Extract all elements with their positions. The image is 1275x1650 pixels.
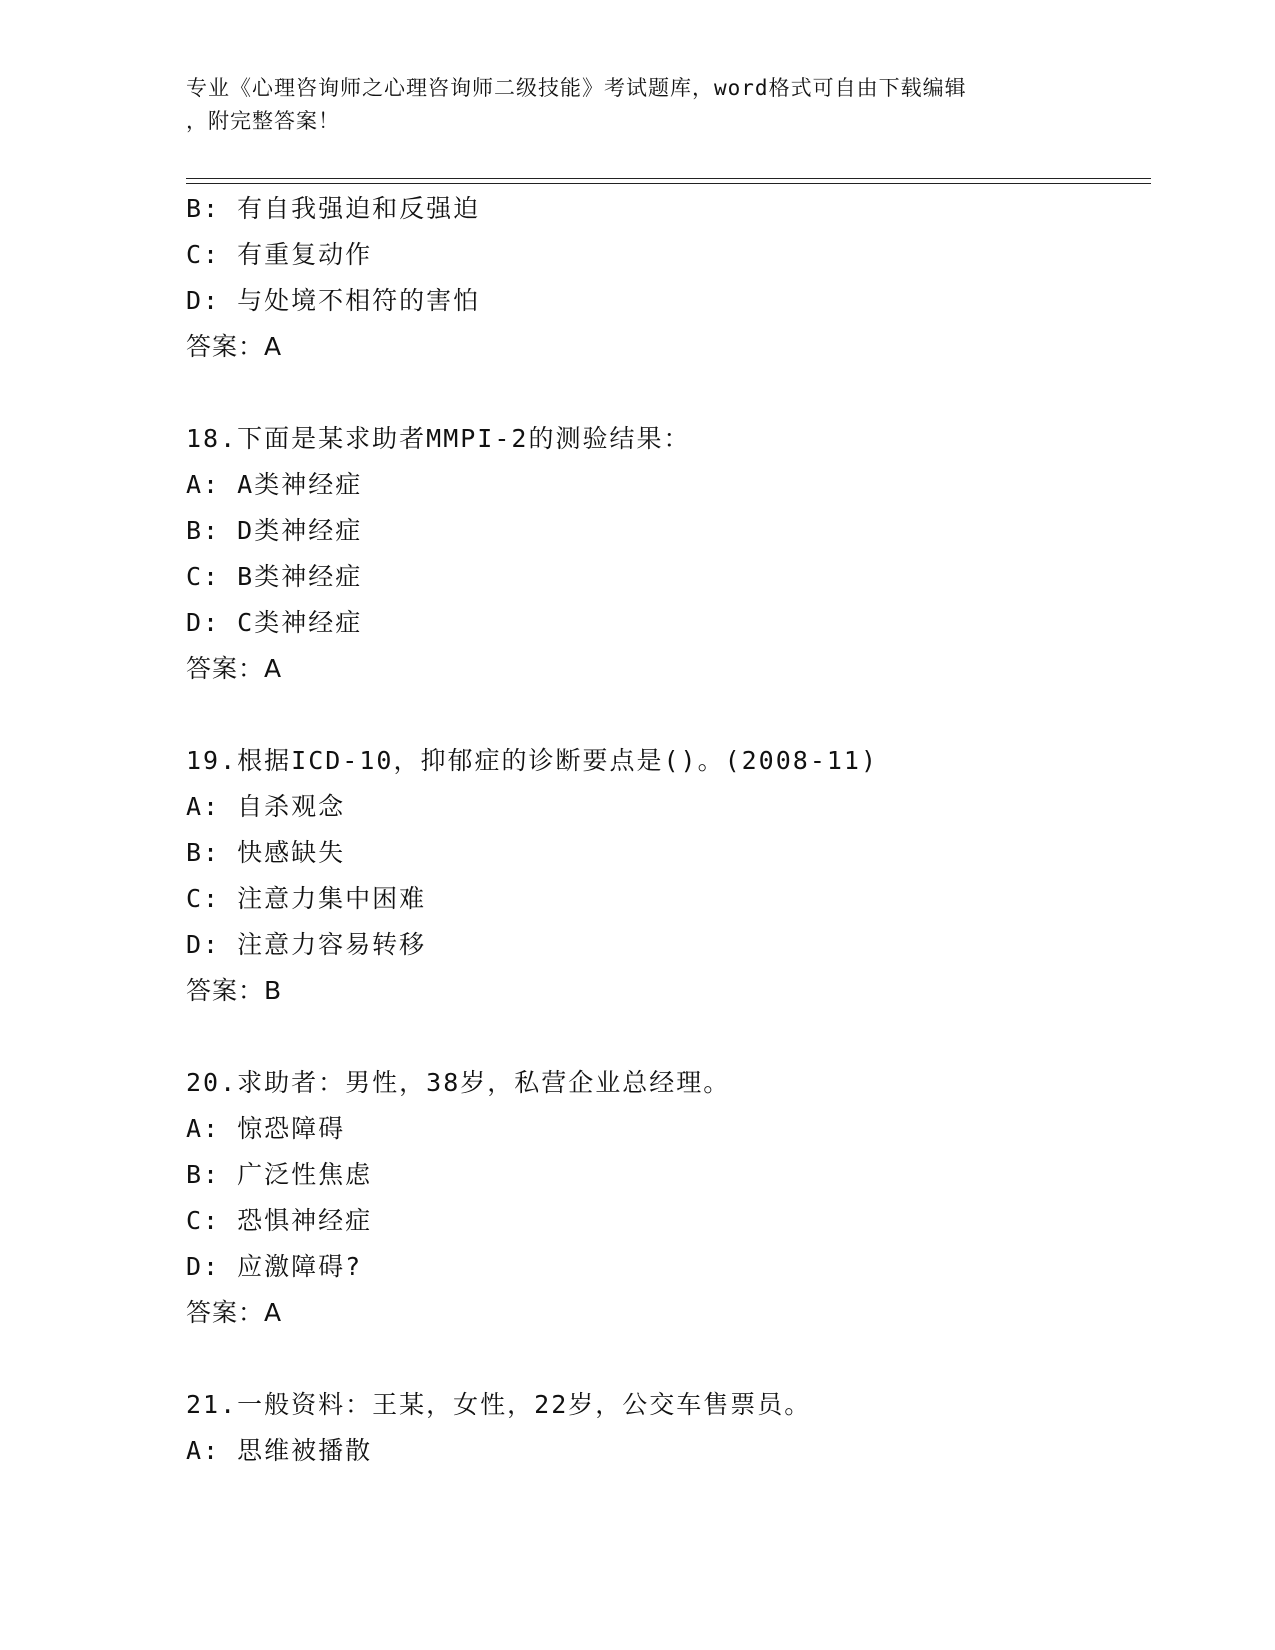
option-d: D: 注意力容易转移 [186,930,427,959]
spacer [186,692,1146,738]
header-divider-top [186,178,1151,179]
question-19 [186,738,1146,1014]
option-b: B: 广泛性焦虑 [186,1160,373,1189]
spacer [186,370,1146,416]
question-17-carryover [186,186,1146,370]
question-20 [186,1060,1146,1336]
header-divider-bottom [186,183,1151,184]
spacer [186,1336,1146,1382]
question-stem: 19.根据ICD-10，抑郁症的诊断要点是()。(2008-11) [186,746,879,775]
option-c: C: 有重复动作 [186,240,373,269]
question-18 [186,416,1146,692]
option-b: B: 快感缺失 [186,838,346,867]
question-stem: 20.求助者：男性，38岁，私营企业总经理。 [186,1068,731,1097]
option-c: C: B类神经症 [186,562,363,591]
spacer [186,1014,1146,1060]
option-a: A: A类神经症 [186,470,363,499]
option-b: B: 有自我强迫和反强迫 [186,194,481,223]
question-21 [186,1382,1146,1474]
document-header [186,72,1086,138]
header-line-2: ，附完整答案！ [186,109,340,133]
option-c: C: 注意力集中困难 [186,884,427,913]
option-d: D: 与处境不相符的害怕 [186,286,481,315]
answer-line: 答案：A [186,1298,283,1327]
option-a: A: 惊恐障碍 [186,1114,346,1143]
question-stem: 21.一般资料：王某，女性，22岁，公交车售票员。 [186,1390,812,1419]
option-a: A: 自杀观念 [186,792,346,821]
answer-line: 答案：A [186,332,283,361]
option-c: C: 恐惧神经症 [186,1206,373,1235]
header-line-1: 专业《心理咨询师之心理咨询师二级技能》考试题库，word格式可自由下载编辑 [186,76,967,100]
question-list [186,186,1146,1474]
question-stem: 18.下面是某求助者MMPI-2的测验结果： [186,424,691,453]
answer-line: 答案：B [186,976,283,1005]
option-d: D: C类神经症 [186,608,363,637]
option-d: D: 应激障碍? [186,1252,363,1281]
option-b: B: D类神经症 [186,516,363,545]
option-a: A: 思维被播散 [186,1436,373,1465]
answer-line: 答案：A [186,654,283,683]
